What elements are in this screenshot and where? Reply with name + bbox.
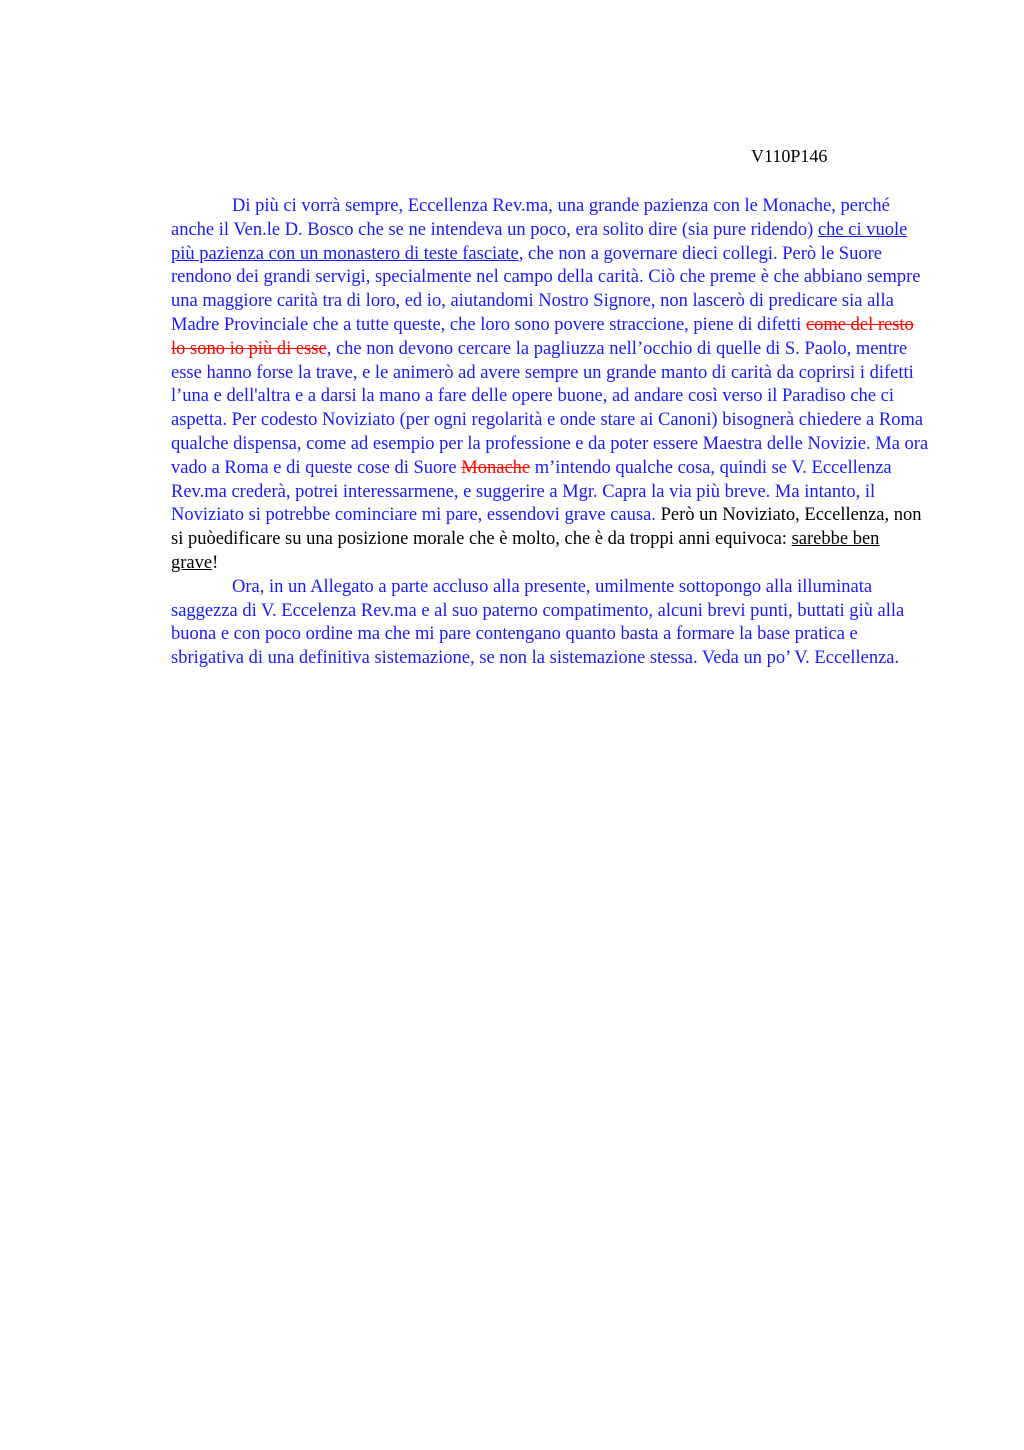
paragraph-1-text-c: , che non devono cercare la pagliuzza nell’occhio di quelle di S. Paolo, mentre esse hanno forse la trave, e le animerò ad avere sempre un grande manto di carità da coprirsi i difetti l’una e dell'altra e a darsi la mano a fare delle opere buone, ad andare così verso il Paradiso che ci aspetta. Per codesto Noviziato (per ogni regolarità e onde stare ai Canoni) bisognerà chiedere a Roma qualche dispensa, come ad esempio per la professione e da poter essere Maestra delle Novizie. Ma ora vado a Roma e di queste cose di Suore: [171, 338, 929, 478]
deleted-word: Monache: [461, 457, 531, 478]
paragraph-2-text: Ora, in un Allegato a parte accluso alla presente, umilmente sottopongo alla illuminata saggezza di V. Eccelenza Rev.ma e al suo paterno compatimento, alcuni brevi punti, buttati giù alla buona e con poco ordine ma che mi pare contengano quanto basta a formare la base pratica e sbrigativa di una definitiva sistemazione, se non la sistemazione stessa. Veda un po’ V. Eccellenza.: [171, 576, 905, 669]
paragraph-1-text-b: , che non a governare dieci collegi. Però le Suore rendono dei grandi servigi, specialmente nel campo della carità. Ciò che preme è che abbiano sempre una maggiore carità tra di loro, ed io, aiutandomi Nostro Signore, non lascerò di predicare sia alla Madre Provinciale che a tutte queste, che loro sono povere straccione, piene di difetti: [171, 243, 921, 335]
paragraph-2: [171, 576, 931, 671]
paragraph-1: [171, 195, 931, 576]
paragraph-1-text-d: m’intendo qualche cosa, quindi se V. Eccellenza Rev.ma crederà, potrei interessarmene, e suggerire a Mgr. Capra la via più breve. Ma intanto, il Noviziato si potrebbe cominciare mi pare, essendovi grave causa.: [171, 457, 892, 526]
exclamation: !: [212, 552, 219, 573]
letter-body: [171, 195, 931, 671]
underlined-black-phrase: sarebbe ben grave: [171, 529, 880, 573]
page-reference: V110P146: [751, 146, 828, 166]
paragraph-1-text-a: Di più ci vorrà sempre, Eccellenza Rev.ma, una grande pazienza con le Monache, perché anche il Ven.le D. Bosco che se ne intendeva un poco, era solito dire (sia pure ridendo): [171, 196, 890, 240]
underlined-quote: che ci vuole più pazienza con un monastero di teste fasciate: [171, 219, 908, 264]
deleted-phrase: come del resto lo sono io più di esse: [171, 314, 914, 359]
paragraph-1-black-text: Però un Noviziato, Eccellenza, non si puòedificare su una posizione morale che è molto, che è da troppi anni equivoca:: [171, 505, 922, 550]
